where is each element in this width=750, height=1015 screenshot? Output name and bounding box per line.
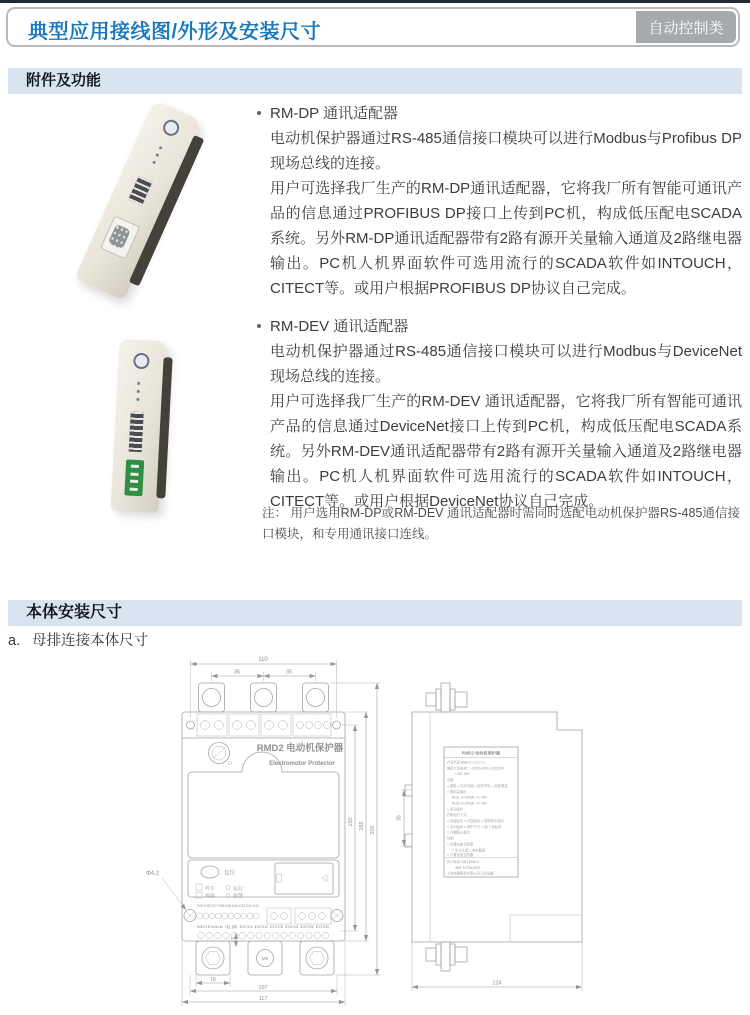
- nameplate-line: 上海电器股份有限公司人民电器厂: [447, 871, 497, 876]
- device-title: RMD2 电动机保护器: [256, 743, 344, 754]
- nameplate-line: 结构: [447, 836, 454, 841]
- control-panel: [188, 860, 339, 900]
- terminal-row-di: [197, 904, 331, 924]
- di-terminal-labels: DI9 DI8 DI7 DI6 DI5 DI4 DI3 DI2 DI1: [197, 904, 260, 908]
- install-subtitle: [8, 629, 148, 650]
- fault-label: 故障: [205, 893, 216, 900]
- nameplate-title: RMD2 电动机保护器: [461, 750, 501, 756]
- section-install-header: [8, 600, 742, 626]
- rm-dp-product-photo: [40, 106, 250, 301]
- dim-v-total: 202: [370, 825, 376, 835]
- nameplate-line: 辅助工作电源 □ ~220V±10% / DC220V: [447, 766, 504, 771]
- reset-label: 复位: [224, 870, 236, 877]
- install-subtitle-label: 母排连接本体尺寸: [32, 633, 149, 649]
- rm-dev-product-photo: [85, 338, 235, 518]
- brand-logo-icon: [133, 353, 150, 370]
- alarm-label: 报警: [233, 893, 244, 900]
- led-indicators: [136, 382, 140, 401]
- brand-logo-icon: [161, 117, 182, 138]
- led-indicators: [152, 146, 162, 165]
- top-rule: [0, 0, 750, 3]
- section-accessories-header: [8, 68, 742, 94]
- nameplate-line: □ DC 24V: [455, 772, 470, 777]
- rm-dp-heading-text: RM-DP 通讯适配器: [270, 105, 399, 122]
- lcd-window: [275, 863, 333, 894]
- nameplate-line: AO1□ 4~20mA □ 0~10V: [452, 795, 488, 800]
- nameplate-line: □ 直接起动 □ 可逆起动 □ 电阻降压起动: [447, 819, 504, 823]
- bullet-icon: [257, 324, 261, 328]
- brand-logo-icon: [209, 743, 232, 765]
- rm-dev-heading: [270, 314, 742, 339]
- rm-dp-heading: [270, 101, 742, 126]
- do-terminal-labels: MODbus 电源 DO1 DO2 DO3 DO4 DO5 DO6: [197, 925, 266, 929]
- device-side-face: [129, 135, 204, 286]
- rm-dev-heading-text: RM-DEV 通讯适配器: [270, 318, 409, 335]
- dimension-drawing: [0, 650, 750, 1015]
- top-terminal-bolt: [426, 683, 467, 712]
- page-header: [6, 7, 740, 47]
- bottom-terminal-bolt: [426, 942, 467, 971]
- nameplate-line: 控制运行方式: [447, 813, 467, 818]
- rm-dev-section: [270, 314, 742, 514]
- dim-top-width: 110: [258, 657, 268, 663]
- dim-pitch-left: 35: [233, 669, 241, 676]
- dim-pitch-right: 35: [285, 669, 293, 676]
- side-nameplate: [444, 747, 518, 877]
- nameplate-line: □ 外置电流互感器: [447, 853, 473, 858]
- bottom-busbar-tabs: [196, 941, 334, 975]
- rm-dev-paragraph-1: 电动机保护器通过RS-485通信接口模块可以进行Modbus与DeviceNet现场总线的连接。: [270, 343, 742, 385]
- dip-switch-block: [128, 176, 152, 206]
- install-subtitle-prefix: a.: [8, 633, 21, 649]
- dim-v-body: 165: [359, 821, 365, 831]
- nameplate-line: □ 双向起动 □ 保护方式 □ 星/三角起动: [447, 824, 502, 829]
- rm-dp-paragraph-2: 用户可选择我厂生产的RM-DP通讯适配器，它将我厂所有智能可通讯产品的信息通过PROFIBUS DP接口上传到PC机，构成低压配电SCADA系统。另外RM-DP通讯适配器带有2路有源开关量输入通道及2路继电器输出。PC机人机界面软件可选用流行的SCADA软件如INTOUCH，CITECT等。或用户根据PROFIBUS DP协议自己完成。: [270, 180, 742, 297]
- dim-v-holes: 150: [348, 817, 354, 827]
- rm-dp-paragraph-1: 电动机保护器通过RS-485通信接口模块可以进行Modbus与Profibus DP现场总线的连接。: [270, 130, 742, 172]
- nameplate-line: □ 穿芯孔道 □ 电抗器道: [452, 848, 486, 853]
- dim-tab-offset: 7.5: [230, 937, 235, 943]
- rm-dev-paragraph-2: 用户可选择我厂生产的RM-DEV 通讯适配器，它将我厂所有智能可通讯产品的信息通过DeviceNet接口上传到PC机，构成低压配电SCADA系统。另外RM-DEV通讯适配器带有2路有源开关量输入通道及2路继电器输出。PC机人机界面软件可选用流行的SCADA软件如INTOUCH，CITECT等。或用户根据DeviceNet协议自己完成。: [270, 393, 742, 510]
- note-text: 注： 用户选用RM-DP或RM-DEV 通讯适配器时需同时选配电动机保护器RS-485通信接口模块，和专用通讯接口连线。: [262, 506, 740, 541]
- dim-bottom-outer: 117: [258, 996, 268, 1002]
- rm-dev-device-body: [111, 339, 168, 513]
- device-side-face: [156, 357, 172, 498]
- front-view: [146, 657, 380, 1006]
- nameplate-line: □ 差动保护: [447, 807, 464, 812]
- nameplate-line: 执行标准 GB 14048.4: [447, 860, 479, 864]
- section-install-title: 本体安装尺寸: [26, 604, 123, 621]
- label-block: [129, 412, 144, 453]
- nameplate-line: □ 模拟量输出: [447, 789, 467, 794]
- nameplate-line: □ 漏电 □ 电压功能 □ 经济节电 □ 温度测量: [447, 783, 508, 788]
- nameplate-line: □ 自耦降压起动: [447, 830, 470, 835]
- section-accessories-title: 附件及功能: [26, 72, 102, 89]
- green-terminal-block: [124, 459, 144, 496]
- side-view: [397, 683, 583, 991]
- device-subtitle: Electromotor Protector: [269, 761, 335, 767]
- dim-tab-width: 18: [210, 977, 216, 983]
- db9-connector: [100, 215, 140, 259]
- rm-dp-section: [270, 101, 742, 301]
- run-label: 运行: [233, 886, 244, 892]
- dim-bottom-inner: 107: [258, 985, 268, 991]
- nameplate-line: 功能: [447, 778, 454, 783]
- category-badge: 自动控制类: [636, 11, 736, 43]
- mounting-screws: [184, 910, 343, 922]
- stop-label: 停车: [205, 886, 216, 892]
- terminal-row-do: [197, 924, 329, 939]
- rm-dp-device-body: [74, 99, 203, 300]
- dim-side-width: 124: [492, 980, 502, 987]
- nameplate-line: 产品代码 RMD 2-□□/□□□□: [447, 760, 486, 765]
- bolt-size-label: M6: [261, 956, 269, 961]
- page-title: 典型应用接线图/外形及安装尺寸: [28, 21, 322, 43]
- dim-hole-dia: Φ4.2: [146, 871, 160, 877]
- nameplate-line: JB/T 10736-2007: [455, 865, 481, 870]
- dim-side-clip: 35: [396, 815, 403, 821]
- nameplate-line: □ 内置电流互感器: [447, 842, 473, 847]
- bullet-icon: [257, 111, 261, 115]
- nameplate-line: AO2□ 4~20mA □ 0~10V: [452, 801, 488, 806]
